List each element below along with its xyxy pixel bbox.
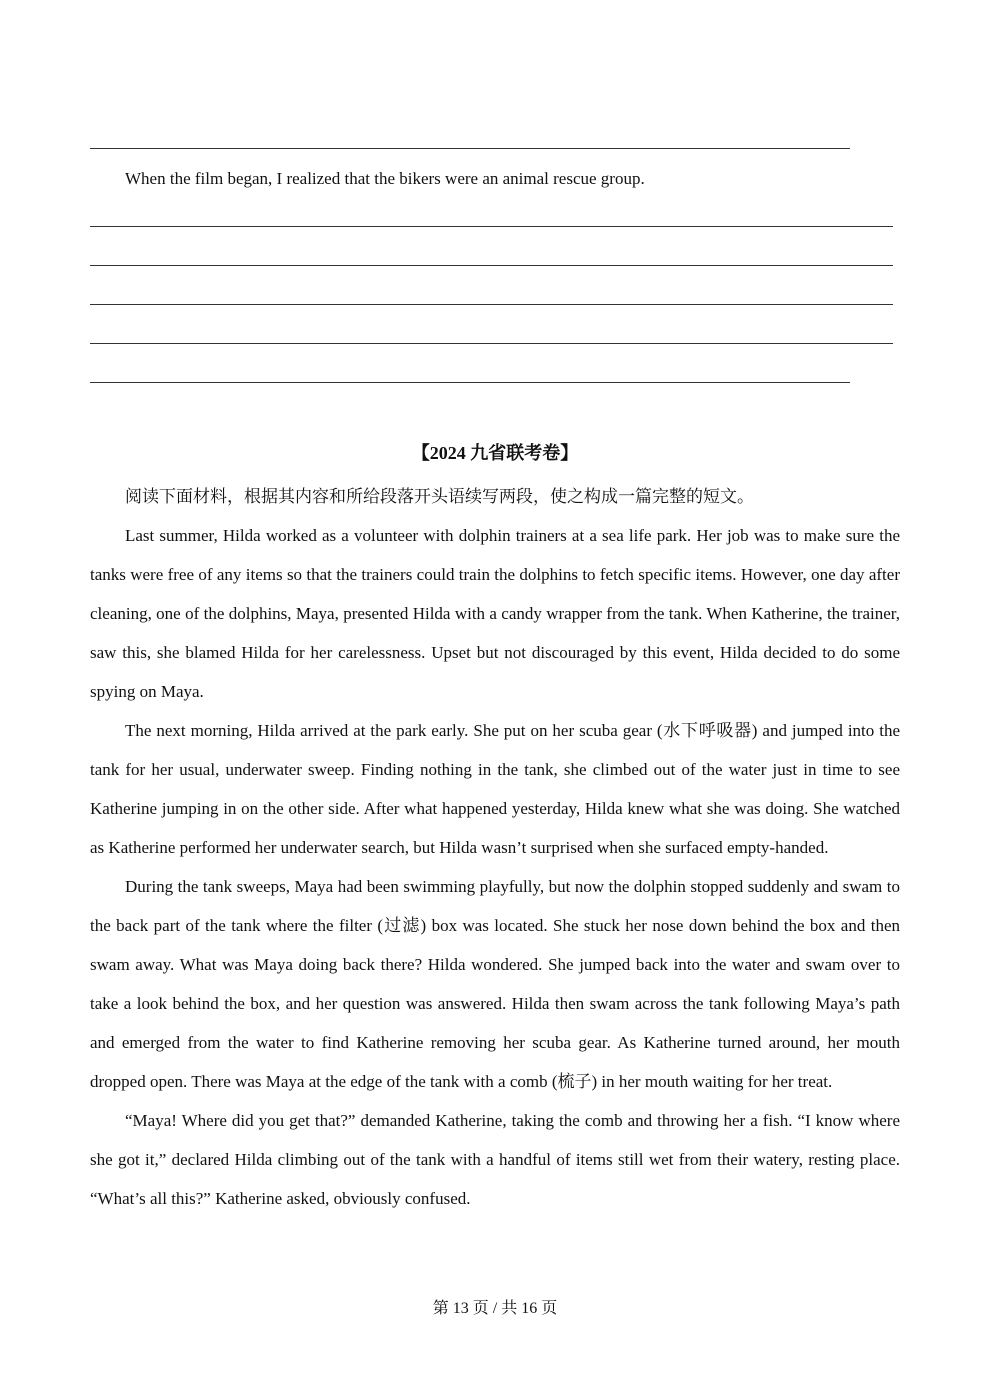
passage-paragraph: During the tank sweeps, Maya had been swimming playfully, but now the dolphin stopped suddenly and swam to the back part of the tank where the filter (过滤) box was located. She stuck her nose down behind the box and then swam away. What was Maya doing back there? Hilda wondered. She jumped back into the water and swam over to take a look behind the box, and her question was answered. Hilda then swam across the tank following Maya’s path and emerged from the water to find Katherine removing her scuba gear. As Katherine turned around, her mouth dropped open. There was Maya at the edge of the tank with a comb (梳子) in her mouth waiting for her treat. (90, 877, 900, 1091)
page-number: 第 13 页 / 共 16 页 (432, 1300, 558, 1317)
section-title: 【2024 九省联考卷】 (411, 443, 579, 463)
reading-passage (90, 477, 900, 1218)
passage-paragraph: Last summer, Hilda worked as a volunteer with dolphin trainers at a sea life park. Her job was to make sure the tanks were free of any items so that the trainers could train the dolphins to fetch specific items. However, one day after cleaning, one of the dolphins, Maya, presented Hilda with a candy wrapper from the tank. When Katherine, the trainer, saw this, she blamed Hilda for her carelessness. Upset but not discouraged by this event, Hilda decided to do some spying on Maya. (90, 526, 900, 701)
writing-line (90, 343, 893, 344)
writing-line (90, 265, 893, 266)
writing-line (90, 304, 893, 305)
instruction: 阅读下面材料，根据其内容和所给段落开头语续写两段，使之构成一篇完整的短文。 (125, 487, 754, 506)
writing-line (90, 382, 850, 383)
passage-paragraph: The next morning, Hilda arrived at the park early. She put on her scuba gear (水下呼吸器) and jumped into the tank for her usual, underwater sweep. Finding nothing in the tank, she climbed out of the water just in time to see Katherine jumping in on the other side. After what happened yesterday, Hilda knew what she was doing. She watched as Katherine performed her underwater search, but Hilda wasn’t surprised when she surfaced empty-handed. (90, 721, 900, 857)
writing-line (90, 148, 850, 149)
writing-line (90, 226, 893, 227)
paragraph-opener: When the film began, I realized that the bikers were an animal rescue group. (125, 169, 645, 188)
passage-paragraph: “Maya! Where did you get that?” demanded Katherine, taking the comb and throwing her a fish. “I know where she got it,” declared Hilda climbing out of the tank with a handful of items still wet from their watery, resting place. “What’s all this?” Katherine asked, obviously confused. (90, 1111, 900, 1208)
